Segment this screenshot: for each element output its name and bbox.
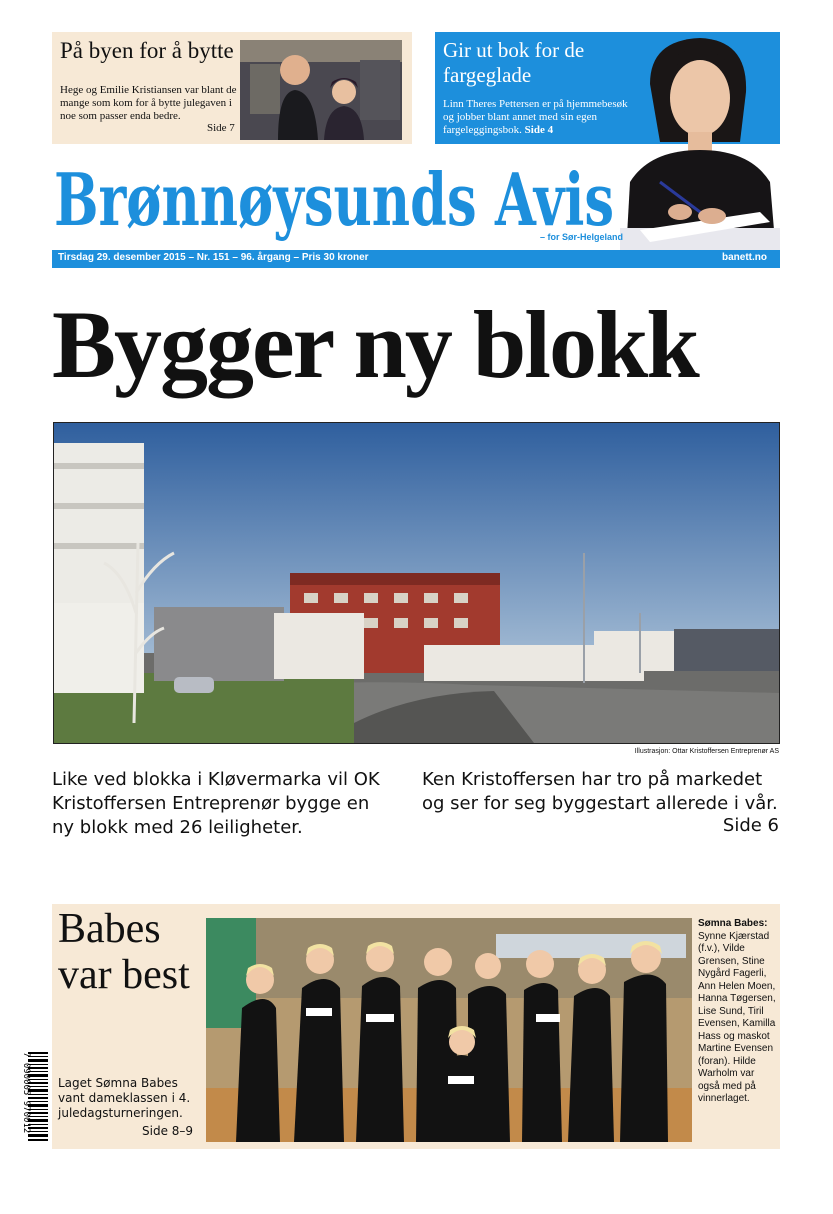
photo-credit: Illustrasjon: Ottar Kristoffersen Entreprenør AS [634, 748, 779, 755]
main-photo-illustration [53, 422, 780, 744]
ingress-page-ref[interactable]: Side 6 [722, 815, 779, 836]
sport-title [58, 906, 198, 998]
sport-text: Laget Sømna Babes vant dameklassen i 4. juledagsturneringen. [58, 1076, 191, 1120]
sport-teaser-box[interactable] [52, 904, 780, 1149]
portrait-photo [620, 32, 780, 254]
ingress-right: Ken Kristoffersen har tro på markedet og ser for seg byggestart allerede i vår. [422, 769, 778, 814]
teaser-page-ref: Side 7 [207, 122, 235, 134]
barcode [14, 1050, 48, 1145]
sport-page-ref: Side 8–9 [142, 1124, 194, 1138]
masthead-title: Brønnøysunds Avis [54, 157, 614, 242]
masthead-tagline: – for Sør-Helgeland [540, 232, 624, 242]
sport-team-photo [206, 918, 692, 1142]
caption-title: Sømna Babes: [698, 918, 768, 929]
barcode-number: 7 090005 970012 [21, 1052, 31, 1134]
caption-text: Synne Kjærstad (f.v.), Vilde Grensen, Stine Nygård Fagerli, Ann Helen Moen, Hanna Tøgersen, Lise Sund, Tiril Evensen, Kamilla Hass og maskot Martine Evensen (foran). Hilde Warholm var også med på vinnerlaget. [698, 930, 776, 1104]
teaser-title: Gir ut bok for de fargeglade [443, 38, 585, 87]
teaser-text [443, 98, 633, 137]
teaser-photo-shoppers [240, 40, 402, 140]
teaser-text-body: Linn Theres Pettersen er på hjemmebesøk og jobber blant annet med sin egen fargeleggingsbok. [443, 98, 628, 136]
masthead-dateline: Tirsdag 29. desember 2015 – Nr. 151 – 96. årgang – Pris 30 kroner [58, 252, 369, 263]
masthead-website-link[interactable]: banett.no [722, 252, 767, 263]
sport-title-text: Babes var best [58, 906, 190, 998]
teaser-text: Hege og Emilie Kristiansen var blant de mange som kom for å bytte julegaven i noe som passer enda bedre. [60, 84, 237, 122]
teaser-page-ref: Side 4 [524, 124, 554, 136]
sport-photo-caption [698, 918, 778, 1106]
teaser-title: På byen for å bytte [60, 38, 234, 63]
ingress-left: Like ved blokka i Kløvermarka vil OK Kristoffersen Entreprenør bygge en ny blokk med 26 leiligheter. [52, 769, 380, 838]
main-headline[interactable]: Bygger ny blokk [52, 291, 698, 398]
teaser-box-left[interactable] [52, 32, 412, 144]
